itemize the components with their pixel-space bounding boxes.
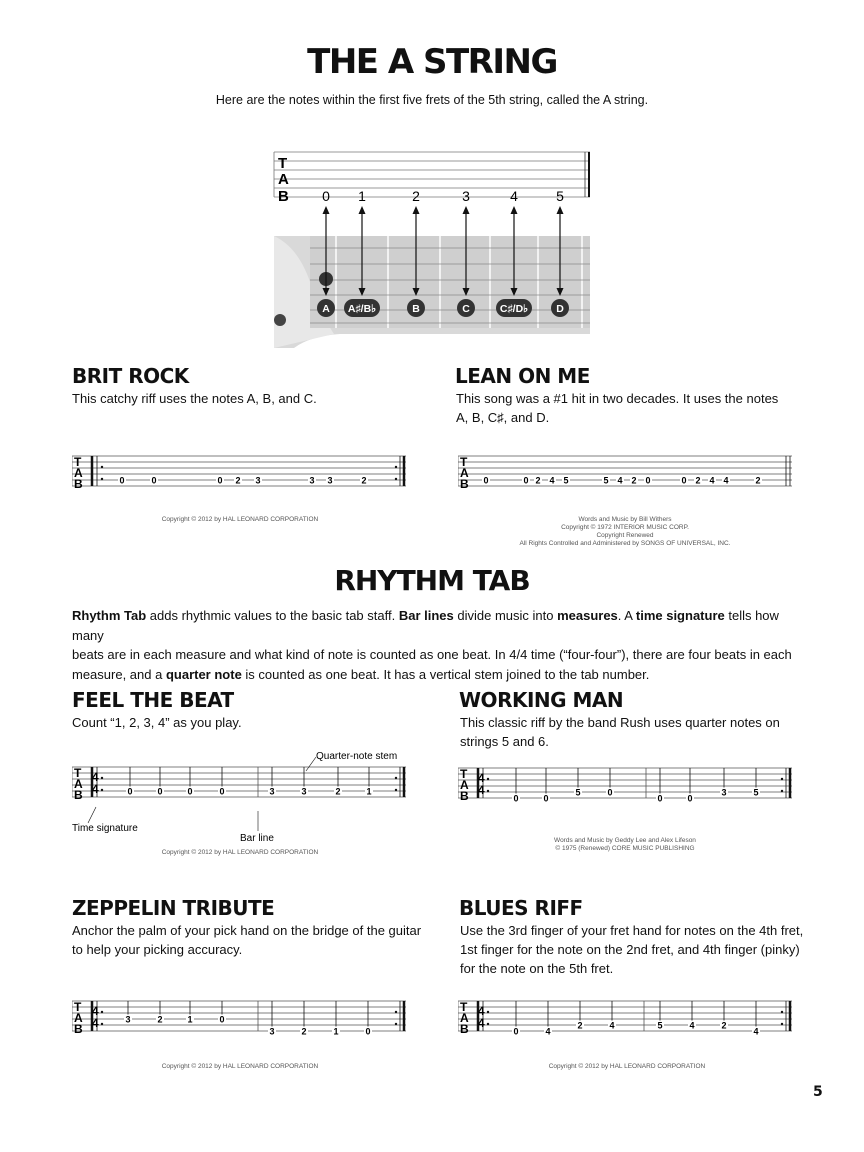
tab-note: 1: [366, 786, 372, 797]
tab-note: 4: [545, 1026, 551, 1037]
tab-note: 2: [361, 475, 367, 486]
fret-number: 5: [556, 188, 564, 204]
tab-note: 0: [157, 786, 163, 797]
tab-note: 4: [617, 475, 623, 486]
feel-the-beat-copyright: Copyright © 2012 by HAL LEONARD CORPORATION: [161, 849, 319, 856]
page-number: 5: [813, 1084, 823, 1100]
tab-note: 4: [723, 475, 729, 486]
blues-riff-description-2: 1st finger for the note on the 2nd fret, and 4th finger (pinky): [460, 942, 800, 957]
lean-on-me-copyright: Words and Music by Bill Withers Copyright © 1972 INTERIOR MUSIC CORP. Copyright Renewed All Rights Controlled and Administered by SONGS OF UNIVERSAL, INC.: [519, 516, 731, 547]
blues-riff-tab: [458, 997, 794, 1057]
tab-note: 3: [327, 475, 333, 486]
time-sig-top: 4: [92, 770, 99, 784]
tab-clef-b: B: [278, 188, 289, 205]
lean-on-me-title: LEAN ON ME: [455, 364, 590, 388]
tab-note: 3: [269, 1026, 275, 1037]
tab-clef-letter: B: [460, 1022, 469, 1036]
tab-note: 3: [125, 1014, 131, 1025]
intro-text: Here are the notes within the first five frets of the 5th string, called the A string.: [215, 93, 649, 107]
tab-note: 2: [721, 1020, 727, 1031]
brit-rock-title: BRIT ROCK: [72, 364, 189, 388]
tab-note: 0: [607, 787, 613, 798]
tab-note: 4: [549, 475, 555, 486]
working-man-title: WORKING MAN: [459, 688, 624, 712]
time-sig-bottom: 4: [92, 1016, 99, 1030]
tab-note: 5: [563, 475, 569, 486]
lean-on-me-description-2: A, B, C♯, and D.: [456, 410, 550, 425]
zeppelin-tribute-description-2: to help your picking accuracy.: [72, 942, 243, 957]
tab-clef-letter: A: [460, 1011, 469, 1025]
tab-note: 0: [687, 793, 693, 804]
fret-number: 1: [358, 188, 366, 204]
tab-note: 2: [157, 1014, 163, 1025]
tab-note: 5: [657, 1020, 663, 1031]
feel-the-beat-description: Count “1, 2, 3, 4” as you play.: [72, 715, 242, 730]
tab-note: 3: [255, 475, 261, 486]
feel-the-beat-tab: [72, 745, 412, 850]
brit-rock-description: This catchy riff uses the notes A, B, and C.: [72, 391, 317, 406]
time-sig-bottom: 4: [92, 782, 99, 796]
tab-clef-letter: T: [74, 766, 82, 780]
lean-on-me-tab: [458, 452, 794, 502]
working-man-tab: [458, 764, 794, 824]
tab-clef-letter: A: [460, 466, 469, 480]
tab-note: 0: [127, 786, 133, 797]
working-man-description-1: This classic riff by the band Rush uses quarter notes on: [460, 715, 780, 730]
time-sig-top: 4: [92, 1004, 99, 1018]
brit-rock-copyright: Copyright © 2012 by HAL LEONARD CORPORATION: [161, 516, 319, 523]
tab-note: 2: [235, 475, 241, 486]
tab-note: 0: [681, 475, 687, 486]
note-label: A♯/B♭: [347, 303, 377, 315]
rhythm-tab-paragraph: Rhythm Tab adds rhythmic values to the basic tab staff. Bar lines divide music into measures. A time signature tells how many beats are in each measure and what kind of note is counted as one beat. In 4/4 time (“four-four”), there are four beats in each measure, and a quarter note is counted as one beat. It has a vertical stem joined to the tab number.: [72, 608, 792, 682]
tab-clef-t: T: [278, 155, 288, 172]
tab-note: 2: [301, 1026, 307, 1037]
tab-clef-letter: T: [74, 1000, 82, 1014]
tab-clef-letter: T: [460, 767, 468, 781]
zeppelin-tribute-description-1: Anchor the palm of your pick hand on the bridge of the guitar: [72, 923, 422, 938]
tab-clef-letter: B: [460, 477, 469, 491]
working-man-description-2: strings 5 and 6.: [460, 734, 549, 749]
tab-note: 2: [695, 475, 701, 486]
tab-note: 1: [187, 1014, 193, 1025]
tab-clef-letter: B: [460, 789, 469, 803]
tab-note: 0: [645, 475, 651, 486]
tab-note: 0: [513, 793, 519, 804]
blues-riff-description-3: for the note on the 5th fret.: [460, 961, 614, 976]
tab-clef-letter: B: [74, 788, 83, 802]
rhythm-tab-title: RHYTHM TAB: [334, 564, 530, 597]
tab-note: 0: [151, 475, 157, 486]
zeppelin-tribute-title: ZEPPELIN TRIBUTE: [72, 896, 275, 920]
zeppelin-tribute-copyright: Copyright © 2012 by HAL LEONARD CORPORATION: [161, 1063, 319, 1070]
tab-note: 2: [755, 475, 761, 486]
tab-clef-a: A: [278, 171, 289, 188]
tab-clef-letter: T: [74, 455, 82, 469]
bar-line-label: Bar line: [240, 833, 274, 844]
tab-clef-letter: B: [74, 1022, 83, 1036]
note-label: A: [322, 303, 330, 315]
tab-note: 0: [365, 1026, 371, 1037]
tab-note: 0: [217, 475, 223, 486]
blues-riff-title: BLUES RIFF: [459, 896, 583, 920]
note-label: B: [412, 303, 420, 315]
time-sig-top: 4: [478, 1004, 485, 1018]
tab-clef-letter: T: [460, 1000, 468, 1014]
tab-note: 3: [309, 475, 315, 486]
tab-note: 5: [575, 787, 581, 798]
tab-clef-letter: A: [74, 1011, 83, 1025]
tab-note: 0: [483, 475, 489, 486]
blues-riff-copyright: Copyright © 2012 by HAL LEONARD CORPORATION: [548, 1063, 706, 1070]
tab-clef-letter: A: [74, 777, 83, 791]
fret-number: 0: [322, 188, 330, 204]
quarter-note-stem-label: Quarter-note stem: [316, 751, 398, 762]
feel-the-beat-title: FEEL THE BEAT: [72, 688, 234, 712]
time-sig-bottom: 4: [478, 1016, 485, 1030]
time-signature-label: Time signature: [72, 823, 138, 834]
tab-note: 3: [269, 786, 275, 797]
tab-note: 2: [631, 475, 637, 486]
tab-clef-letter: T: [460, 455, 468, 469]
lean-on-me-description-1: This song was a #1 hit in two decades. It uses the notes: [456, 391, 779, 406]
tab-clef-letter: A: [460, 778, 469, 792]
tab-note: 4: [709, 475, 715, 486]
tab-note: 0: [513, 1026, 519, 1037]
tab-note: 4: [609, 1020, 615, 1031]
note-label: C♯/D♭: [499, 303, 529, 315]
tab-note: 5: [753, 787, 759, 798]
tab-note: 2: [577, 1020, 583, 1031]
note-label: C: [462, 303, 470, 315]
fret-number: 2: [412, 188, 420, 204]
tab-note: 0: [657, 793, 663, 804]
fret-number: 3: [462, 188, 470, 204]
note-label: D: [556, 303, 564, 315]
tab-note: 0: [187, 786, 193, 797]
tab-note: 0: [523, 475, 529, 486]
tab-note: 2: [535, 475, 541, 486]
tab-note: 3: [301, 786, 307, 797]
time-sig-top: 4: [478, 771, 485, 785]
brit-rock-tab: [72, 452, 408, 502]
page-title: THE A STRING: [307, 42, 557, 82]
tab-note: 2: [335, 786, 341, 797]
tab-note: 4: [753, 1026, 759, 1037]
tab-note: 1: [333, 1026, 339, 1037]
tab-note: 5: [603, 475, 609, 486]
tab-note: 0: [119, 475, 125, 486]
tab-note: 0: [219, 1014, 225, 1025]
tab-note: 4: [689, 1020, 695, 1031]
zeppelin-tribute-tab: [72, 997, 408, 1057]
tab-note: 3: [721, 787, 727, 798]
tab-note: 0: [543, 793, 549, 804]
fret-number: 4: [510, 188, 518, 204]
tab-note: 0: [219, 786, 225, 797]
tab-clef-letter: B: [74, 477, 83, 491]
tab-clef-letter: A: [74, 466, 83, 480]
time-sig-bottom: 4: [478, 783, 485, 797]
working-man-copyright: Words and Music by Geddy Lee and Alex Lifeson © 1975 (Renewed) CORE MUSIC PUBLISHING: [554, 837, 696, 852]
a-string-fretboard-diagram: [270, 148, 600, 348]
blues-riff-description-1: Use the 3rd finger of your fret hand for notes on the 4th fret,: [460, 923, 804, 938]
